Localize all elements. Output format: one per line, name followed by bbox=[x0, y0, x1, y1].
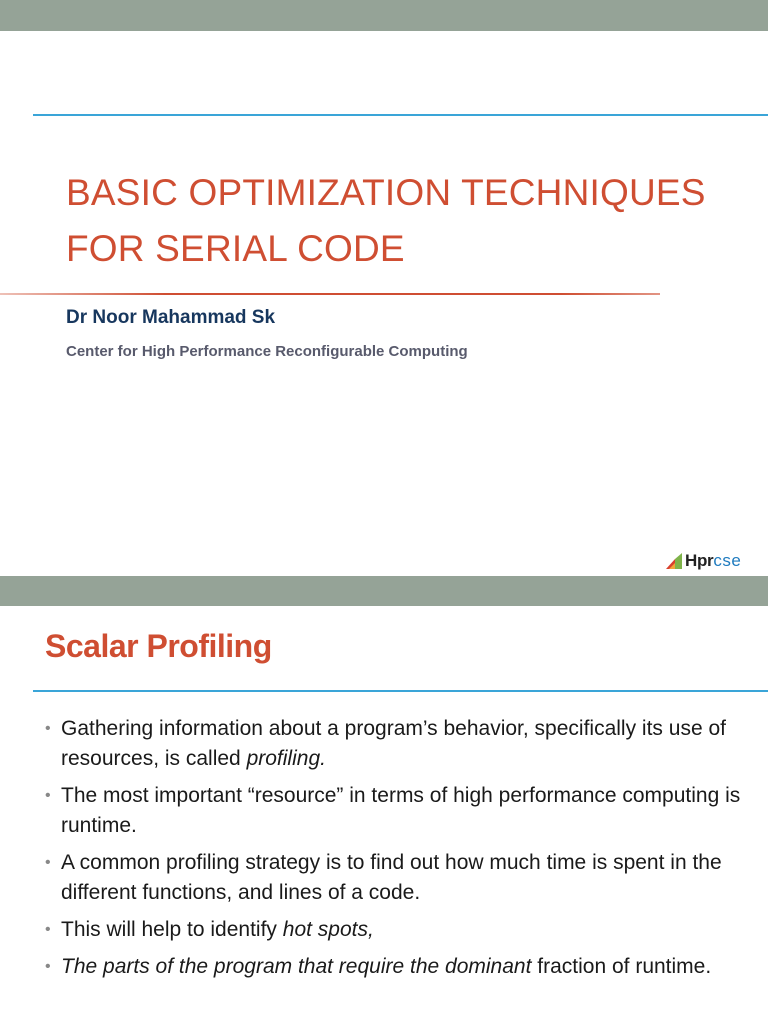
bullet-dot-icon: • bbox=[45, 854, 51, 871]
bullet-dot-icon: • bbox=[45, 787, 51, 804]
bullet-dot-icon: • bbox=[45, 921, 51, 938]
hprcse-logo-icon bbox=[666, 553, 684, 569]
author-name: Dr Noor Mahammad Sk bbox=[66, 307, 276, 328]
content-slide-title: Scalar Profiling bbox=[45, 628, 272, 664]
slide-title bbox=[66, 165, 746, 277]
top-band bbox=[0, 0, 768, 31]
bullet-item: • The most important “resource” in terms of high performance computing is runtime. bbox=[45, 781, 745, 841]
content-slide-rule bbox=[33, 690, 768, 692]
slide-title-line2: FOR SERIAL CODE bbox=[66, 228, 405, 269]
content-slide bbox=[0, 606, 768, 1024]
affiliation: Center for High Performance Reconfigurable Computing bbox=[66, 343, 468, 360]
title-underline bbox=[0, 293, 660, 295]
logo-text: Hprcse bbox=[685, 551, 742, 570]
bullet-item: • The parts of the program that require the dominant fraction of runtime. bbox=[45, 952, 745, 982]
hprcse-logo bbox=[666, 551, 741, 571]
bullet-item: • Gathering information about a program’s behavior, specifically its use of resources, is called profiling. bbox=[45, 714, 745, 774]
bullet-item: • A common profiling strategy is to find out how much time is spent in the different functions, and lines of a code. bbox=[45, 848, 745, 908]
slide-title-line1: BASIC OPTIMIZATION TECHNIQUES bbox=[66, 172, 706, 213]
title-slide-top-rule bbox=[33, 114, 768, 116]
bullet-list bbox=[45, 714, 745, 989]
bullet-dot-icon: • bbox=[45, 720, 51, 737]
middle-band bbox=[0, 576, 768, 606]
bullet-dot-icon: • bbox=[45, 958, 51, 975]
title-slide bbox=[0, 31, 768, 576]
bullet-item: • This will help to identify hot spots, bbox=[45, 915, 745, 945]
